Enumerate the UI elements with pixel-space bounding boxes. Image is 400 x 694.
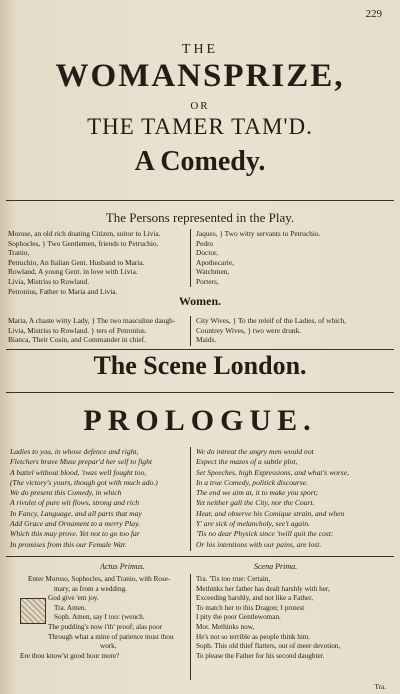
prologue-left-column bbox=[10, 447, 158, 550]
column-divider bbox=[190, 316, 191, 346]
person-entry: Petronius, Father to Maria and Livia. bbox=[8, 286, 118, 296]
prologue-line: Yet neither gall the City, nor the Court. bbox=[196, 498, 315, 508]
women-heading: Women. bbox=[178, 294, 222, 308]
person-entry: Sophocles, } Two Gentlemen, friends to Petruchio. bbox=[8, 238, 159, 248]
prologue-line: The end we aim at, it to make you sport; bbox=[196, 488, 319, 498]
prologue-line: Or his intentions with our pains, are lost. bbox=[196, 539, 322, 549]
divider-rule bbox=[6, 349, 394, 350]
divider-rule bbox=[6, 200, 394, 201]
women-entry: City Wives, } To the releif of the Ladies, of which, bbox=[196, 316, 347, 325]
column-divider bbox=[190, 229, 191, 287]
prologue-line: Expect the mazes of a subtle plot, bbox=[196, 457, 298, 467]
persons-right-column bbox=[196, 229, 320, 287]
dialogue-line: Tra. Amen. bbox=[54, 603, 87, 612]
dialogue-line: Mor. Methinks now, bbox=[196, 622, 255, 631]
person-entry: Apothecarie, bbox=[196, 257, 234, 267]
dialogue-line: Through what a mine of patience must thou bbox=[48, 632, 174, 641]
prologue-line: We do present this Comedy, in which bbox=[10, 488, 122, 498]
prologue-line: Fletchers brave Muse prepar'd her self to fight bbox=[10, 457, 153, 467]
prologue-line: We do intreat the angry men would not bbox=[196, 447, 314, 456]
dialogue-line: To match her to this Dragon; I protest bbox=[196, 603, 305, 612]
stage-direction: mary, as from a wedding. bbox=[54, 584, 127, 593]
persons-left-column bbox=[8, 229, 161, 296]
page-number: 229 bbox=[365, 8, 382, 20]
person-entry: Porters, bbox=[196, 276, 219, 286]
person-entry: Livia, Mistriss to Rowland. bbox=[8, 276, 90, 286]
act-right-column bbox=[196, 575, 340, 661]
title-comedy: A Comedy. bbox=[134, 146, 266, 177]
dialogue-line: Ere thou know'st good hour more? bbox=[20, 651, 120, 660]
prologue-line: (The victory's yours, though got with much ado.) bbox=[10, 477, 158, 487]
women-left-column bbox=[8, 316, 175, 345]
act-left-column bbox=[20, 575, 174, 661]
women-entry: Livia, Mistriss to Rowland. } ters of Petronius. bbox=[8, 325, 147, 335]
women-entry: Countrey Wives, } two were drunk. bbox=[196, 325, 302, 335]
person-entry: Doctor, bbox=[196, 248, 219, 258]
person-entry: Watchmen, bbox=[196, 267, 230, 277]
prologue-line: 'Tis no dear Physick since 'twill quit the cost: bbox=[196, 529, 334, 539]
dialogue-line: I pity the poor Gentlewoman. bbox=[196, 613, 281, 622]
dialogue-line: He's not so terrible as people think him. bbox=[196, 632, 311, 641]
dialogue-line: God give 'em joy. bbox=[48, 594, 99, 603]
title-the: THE bbox=[181, 42, 219, 57]
scene-heading: The Scene London. bbox=[93, 351, 307, 380]
women-entry: Maids. bbox=[196, 335, 217, 345]
prologue-right-column bbox=[196, 447, 349, 550]
dialogue-line: Methinks her father has dealt harshly with her, bbox=[196, 584, 330, 593]
prologue-line: Which this may prove. Yet not to go too far bbox=[10, 529, 140, 539]
prologue-line: In Fancy, Language, and all parts that may bbox=[10, 508, 142, 518]
dialogue-line: Soph. Amen, say I too: (wench. bbox=[54, 613, 145, 622]
persons-heading: The Persons represented in the Play. bbox=[105, 210, 295, 225]
prologue-line: A rivulet of pure wit flows, strong and rich bbox=[10, 498, 140, 508]
catchword: Tra. bbox=[374, 683, 386, 691]
person-entry: Petruchio, An Italian Gent. Husband to Maria. bbox=[8, 257, 145, 267]
scena-heading: Scena Prima. bbox=[254, 562, 298, 571]
prologue-line: Y' are sick of melancholy, see't again. bbox=[196, 519, 310, 529]
title-or: OR bbox=[190, 100, 210, 112]
dialogue-line: Soph. This old thief flatters, out of meer devotion, bbox=[196, 642, 341, 651]
prologue-line: Ladies to you, in whose defence and right, bbox=[10, 447, 139, 456]
person-entry: Jaques, } Two witty servants to Petruchio. bbox=[196, 229, 321, 238]
stage-direction: Enter Moroso, Sophocles, and Tranio, with Rose- bbox=[28, 575, 171, 583]
person-entry: Tranio, bbox=[8, 248, 30, 258]
divider-rule bbox=[6, 392, 394, 393]
prologue-line: Set Speeches, high Expressions, and what's worse, bbox=[196, 467, 349, 477]
actus-heading: Actus Primus. bbox=[100, 562, 145, 571]
title-tamer: THE TAMER TAM'D. bbox=[87, 114, 313, 139]
dialogue-line: Tra. 'Tis too true: Certain, bbox=[196, 575, 271, 583]
prologue-line: Hear, and observe his Comique strain, and when bbox=[196, 508, 345, 518]
women-entry: Maria, A chaste witty Lady, } The two masculine daugh- bbox=[8, 316, 176, 325]
column-divider bbox=[190, 574, 191, 680]
person-entry: Rowland, A young Gent. in love with Livia. bbox=[8, 267, 138, 277]
column-divider bbox=[190, 447, 191, 551]
women-entry: Bianca, Their Cosin, and Commander in chief. bbox=[8, 335, 146, 345]
prologue-line: In promises from this our Female War. bbox=[10, 539, 127, 549]
dialogue-line: To please the Father for his second daughter. bbox=[196, 651, 325, 660]
divider-rule bbox=[6, 556, 394, 557]
person-entry: Pedro bbox=[196, 238, 214, 248]
dialogue-line: The pudding's now i'th' proof; alas poor bbox=[48, 622, 163, 631]
prologue-line: Add Grace and Ornament to a merry Play. bbox=[10, 519, 140, 529]
dialogue-line: Exceeding harshly, and not like a Father, bbox=[196, 594, 314, 603]
prologue-heading: PROLOGUE. bbox=[83, 404, 317, 437]
prologue-line: A battel without blood, 'twas well fought too, bbox=[10, 467, 147, 477]
dialogue-line: work, bbox=[100, 642, 117, 651]
person-entry: Morose, an old rich doating Citizen, suitor to Livia. bbox=[8, 229, 161, 238]
prologue-line: In a true Comedy, politick discourse. bbox=[196, 477, 308, 487]
women-right-column bbox=[196, 316, 346, 345]
title-main: WOMANSPRIZE, bbox=[55, 58, 345, 94]
